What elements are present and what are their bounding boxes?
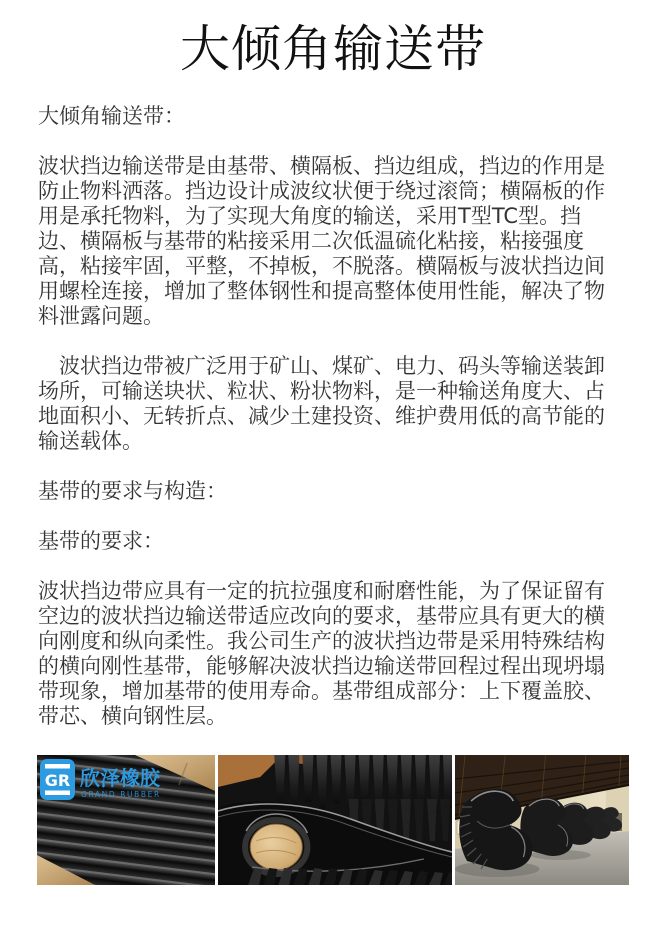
article-body <box>0 104 666 729</box>
product-photo-sidewall-strips <box>37 755 215 885</box>
product-photo-warehouse <box>455 755 629 885</box>
article-paragraph: 波状挡边带应具有一定的抗拉强度和耐磨性能，为了保证留有空边的波状挡边输送带适应改向的要求，基带应具有更大的横向刚度和纵向柔性。我公司生产的波状挡边带是采用特殊结构的横向刚性基带，能够解决波状挡边输送带回程过程出现坍塌带现象，增加基带的使用寿命。基带组成部分：上下覆盖胶、带芯、横向钢性层。 <box>38 579 605 728</box>
brand-watermark <box>40 759 161 800</box>
logo-initials: GR <box>44 771 71 790</box>
article-paragraph: 波状挡边带被广泛用于矿山、煤矿、电力、码头等输送装卸场所，可输送块状、粒状、粉状物料，是一种输送角度大、占地面积小、无转折点、减少土建投资、维护费用低的高节能的输送载体。 <box>38 354 605 453</box>
article-intro-label: 大倾角输送带： <box>38 104 185 128</box>
brand-name-cn: 欣泽橡胶 <box>80 766 160 790</box>
product-photo-belt-closeup <box>218 755 452 885</box>
article-section-heading: 基带的要求： <box>38 529 164 553</box>
sidewall-strips-illustration <box>37 755 215 885</box>
brand-name-en: GRAND RUBBER <box>81 790 161 799</box>
belt-closeup-illustration <box>218 755 452 885</box>
product-photo-gallery <box>37 755 629 885</box>
page-title: 大倾角输送带 <box>180 20 486 78</box>
article-paragraph: 波状挡边输送带是由基带、横隔板、挡边组成，挡边的作用是防止物料洒落。挡边设计成波纹状便于绕过滚筒；横隔板的作用是承托物料，为了实现大角度的输送，采用T型TC型。挡边、横隔板与基带的粘接采用二次低温硫化粘接，粘接强度高，粘接牢固，平整，不掉板，不脱落。横隔板与波状挡边间用螺栓连接，增加了整体钢性和提高整体使用性能，解决了物料泄露问题。 <box>38 154 605 328</box>
wood-floor-circle <box>250 824 302 870</box>
article-section-heading: 基带的要求与构造： <box>38 479 227 503</box>
warehouse-illustration <box>455 755 629 885</box>
